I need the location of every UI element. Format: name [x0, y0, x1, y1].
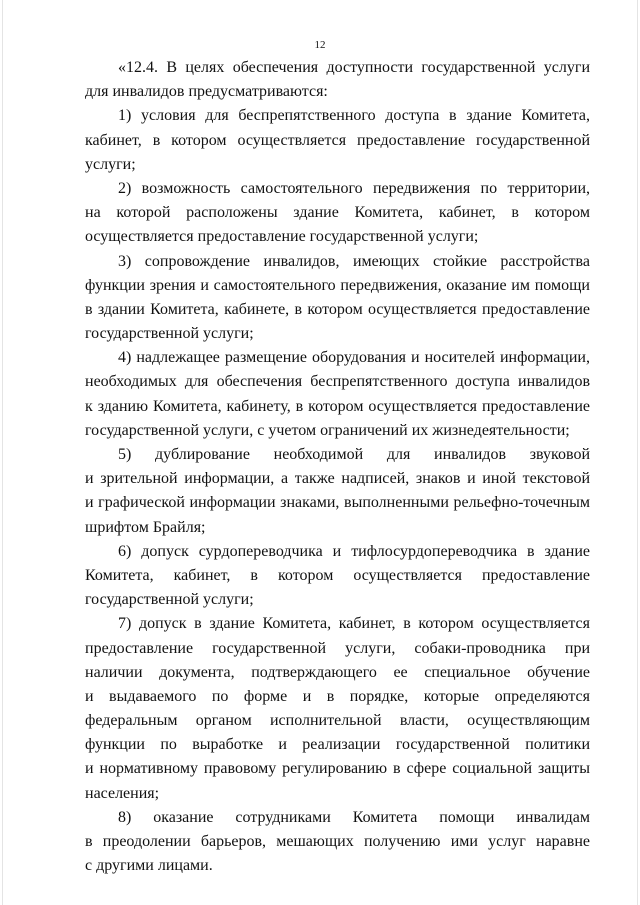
text-line: государственной услуги;: [85, 591, 254, 609]
text-line: в здании Комитета, кабинете, в котором осуществляется предоставление: [85, 300, 590, 318]
scan-edge-right: [637, 0, 638, 905]
document-body: [85, 56, 590, 878]
text-line: государственной услуги;: [85, 325, 254, 343]
text-line: с другими лицами.: [85, 857, 213, 875]
text-line: и нормативному правовому регулированию в сфере социальной защиты: [85, 760, 590, 778]
text-line: 6) допуск сурдопереводчика и тифлосурдопереводчика в здание: [118, 542, 590, 560]
text-line: 7) допуск в здание Комитета, кабинет, в котором осуществляется: [118, 615, 590, 633]
text-line: осуществляется предоставление государственной услуги;: [85, 228, 479, 246]
text-line: к зданию Комитета, кабинету, в котором осуществляется предоставление: [85, 397, 590, 415]
paragraph: [85, 250, 590, 347]
paragraph: [85, 104, 590, 177]
paragraph: [85, 443, 590, 540]
text-line: шрифтом Брайля;: [85, 518, 206, 536]
text-line: кабинет, в котором осуществляется предоставление государственной: [85, 131, 590, 149]
text-line: услуги;: [85, 155, 136, 173]
text-line: 4) надлежащее размещение оборудования и носителей информации,: [118, 349, 590, 367]
text-line: 3) сопровождение инвалидов, имеющих стойкие расстройства: [118, 252, 590, 270]
text-line: и выдаваемого по форме и в порядке, которые определяются: [85, 687, 590, 705]
text-line: 1) условия для беспрепятственного доступа в здание Комитета,: [118, 107, 590, 125]
text-line: для инвалидов предусматриваются:: [85, 83, 328, 101]
text-line: федеральным органом исполнительной власти, осуществляющим: [85, 712, 590, 730]
paragraph: [85, 177, 590, 250]
text-line: и зрительной информации, а также надписей, знаков и иной текстовой: [85, 470, 590, 488]
text-line: 5) дублирование необходимой для инвалидов звуковой: [118, 446, 590, 463]
paragraph: [85, 612, 590, 806]
text-line: функции по выработке и реализации государственной политики: [85, 736, 590, 754]
text-line: населения;: [85, 784, 160, 802]
text-line: 8) оказание сотрудниками Комитета помощи инвалидам: [118, 808, 590, 826]
paragraph: [85, 346, 590, 443]
paragraph: [85, 806, 590, 879]
text-line: «12.4. В целях обеспечения доступности государственной услуги: [118, 59, 590, 76]
text-line: функции зрения и самостоятельного передвижения, оказание им помощи: [85, 276, 590, 294]
text-line: предоставление государственной услуги, собаки-проводника при: [85, 639, 590, 657]
text-line: наличии документа, подтверждающего ее специальное обучение: [85, 663, 590, 681]
text-line: и графической информации знаками, выполненными рельефно-точечным: [85, 494, 590, 512]
scan-edge-left: [2, 0, 3, 905]
paragraph: [85, 540, 590, 613]
paragraph: [85, 56, 590, 104]
text-line: Комитета, кабинет, в котором осуществляется предоставление: [85, 566, 590, 584]
text-line: государственной услуги, с учетом ограничений их жизнедеятельности;: [85, 421, 570, 439]
text-line: 2) возможность самостоятельного передвижения по территории,: [118, 179, 590, 197]
text-line: необходимых для обеспечения беспрепятственного доступа инвалидов: [85, 373, 590, 391]
text-line: в преодолении барьеров, мешающих получению ими услуг наравне: [85, 833, 590, 850]
text-line: на которой расположены здание Комитета, кабинет, в котором: [85, 204, 590, 222]
page-number: 12: [314, 39, 326, 51]
